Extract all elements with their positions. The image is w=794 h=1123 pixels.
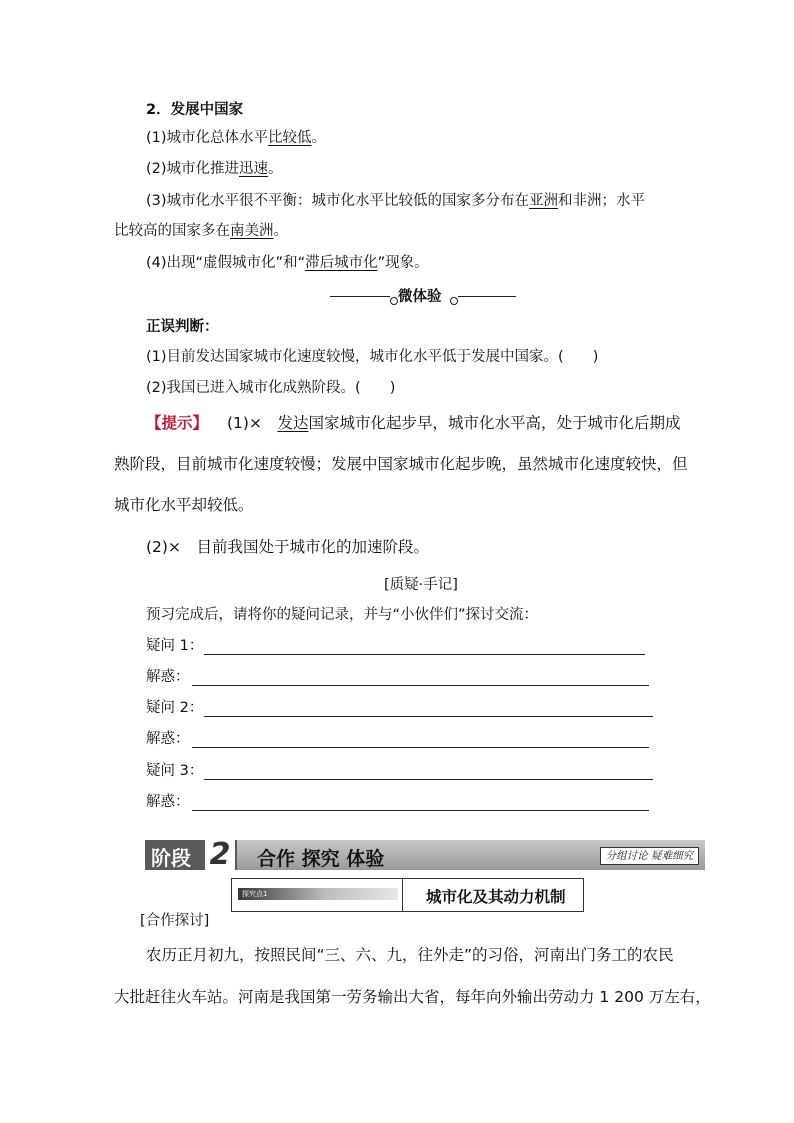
paragraph-line: 农历正月初九，按照民间“三、六、九，往外走”的习俗，河南出门务工的农民 bbox=[146, 946, 674, 964]
topic-title: 城市化及其动力机制 bbox=[426, 888, 566, 906]
list-item bbox=[146, 253, 429, 273]
micro-title: 微体验 bbox=[398, 289, 442, 305]
topic-bar bbox=[238, 888, 398, 900]
underlined-answer: 滞后城市化 bbox=[305, 255, 378, 271]
note-label: 解惑： bbox=[146, 794, 190, 810]
coop-heading: [合作探讨] bbox=[140, 913, 210, 929]
list-item bbox=[146, 159, 283, 179]
answer-line[interactable] bbox=[204, 654, 645, 655]
topic-bar-label: 探究点1 bbox=[242, 890, 268, 898]
item-text: 。 bbox=[268, 161, 283, 177]
stage-number: 2 bbox=[205, 838, 235, 872]
topic-separator bbox=[402, 879, 403, 911]
note-label: 疑问 1： bbox=[146, 638, 204, 654]
stage-title: 合作 探究 体验 bbox=[257, 848, 385, 870]
item-text: 。 bbox=[311, 130, 327, 146]
underlined-answer: 迅速 bbox=[239, 161, 269, 177]
underlined-answer: 发达 bbox=[277, 414, 309, 432]
stage-banner bbox=[145, 837, 705, 872]
item-text: (4)出现“虚假城市化”和“ bbox=[146, 255, 306, 271]
stage-badge bbox=[145, 837, 237, 872]
divider-dot-icon bbox=[390, 290, 398, 309]
tip-text: 国家城市化起步早，城市化水平高，处于城市化后期成 bbox=[308, 414, 681, 432]
tip-label: 【提示】 bbox=[146, 414, 209, 432]
question-2: (2)我国已进入城市化成熟阶段。( ) bbox=[146, 380, 396, 396]
item-text: 比较高的国家多在 bbox=[114, 223, 230, 239]
answer-line[interactable] bbox=[192, 747, 649, 748]
answer-line[interactable] bbox=[192, 685, 649, 686]
list-item-continued bbox=[114, 221, 288, 241]
underlined-answer: 亚洲 bbox=[529, 193, 559, 209]
section-heading: 2．发展中国家 bbox=[146, 102, 244, 118]
list-item bbox=[146, 191, 645, 211]
tip-line bbox=[227, 412, 680, 434]
tip-text: (2)× 目前我国处于城市化的加速阶段。 bbox=[146, 538, 429, 556]
note-label: 解惑： bbox=[146, 731, 190, 747]
list-item bbox=[146, 128, 326, 148]
tip-text: 熟阶段，目前城市化速度较慢；发展中国家城市化起步晚，虽然城市化速度较快，但 bbox=[114, 455, 688, 473]
notes-title: [质疑·手记] bbox=[384, 577, 458, 593]
divider-dot-icon bbox=[450, 290, 458, 309]
item-text: (1)城市化总体水平 bbox=[146, 130, 269, 146]
divider-left bbox=[330, 296, 390, 297]
divider-right bbox=[458, 296, 516, 297]
topic-box bbox=[231, 878, 584, 912]
answer-line[interactable] bbox=[204, 779, 653, 780]
tip-text: 城市化水平却较低。 bbox=[114, 496, 254, 514]
item-text: ”现象。 bbox=[377, 255, 429, 271]
underlined-answer: 比较低 bbox=[268, 130, 312, 146]
tip-text: (1)× bbox=[227, 414, 278, 432]
item-text: (3)城市化水平很不平衡：城市化水平比较低的国家多分布在 bbox=[146, 193, 530, 209]
item-text: 。 bbox=[273, 223, 288, 239]
answer-line[interactable] bbox=[192, 810, 649, 811]
item-text: (2)城市化推进 bbox=[146, 161, 240, 177]
question-1: (1)目前发达国家城市化速度较慢，城市化水平低于发展中国家。( ) bbox=[146, 349, 599, 365]
judge-heading: 正误判断： bbox=[146, 319, 219, 335]
tip-line bbox=[146, 412, 208, 434]
stage-label: 阶段 bbox=[151, 846, 191, 870]
stage-tag: 分组讨论 疑难细究 bbox=[600, 847, 699, 865]
underlined-answer: 南美洲 bbox=[230, 223, 274, 239]
answer-line[interactable] bbox=[204, 716, 653, 717]
paragraph-line: 大批赶往火车站。河南是我国第一劳务输出大省，每年向外输出劳动力 1 200 万左右， bbox=[114, 988, 711, 1006]
item-text: 和非洲；水平 bbox=[558, 193, 646, 209]
note-label: 解惑： bbox=[146, 669, 190, 685]
notes-intro: 预习完成后，请将你的疑问记录，并与“小伙伴们”探讨交流： bbox=[146, 607, 539, 623]
note-label: 疑问 2： bbox=[146, 700, 204, 716]
note-label: 疑问 3： bbox=[146, 763, 204, 779]
